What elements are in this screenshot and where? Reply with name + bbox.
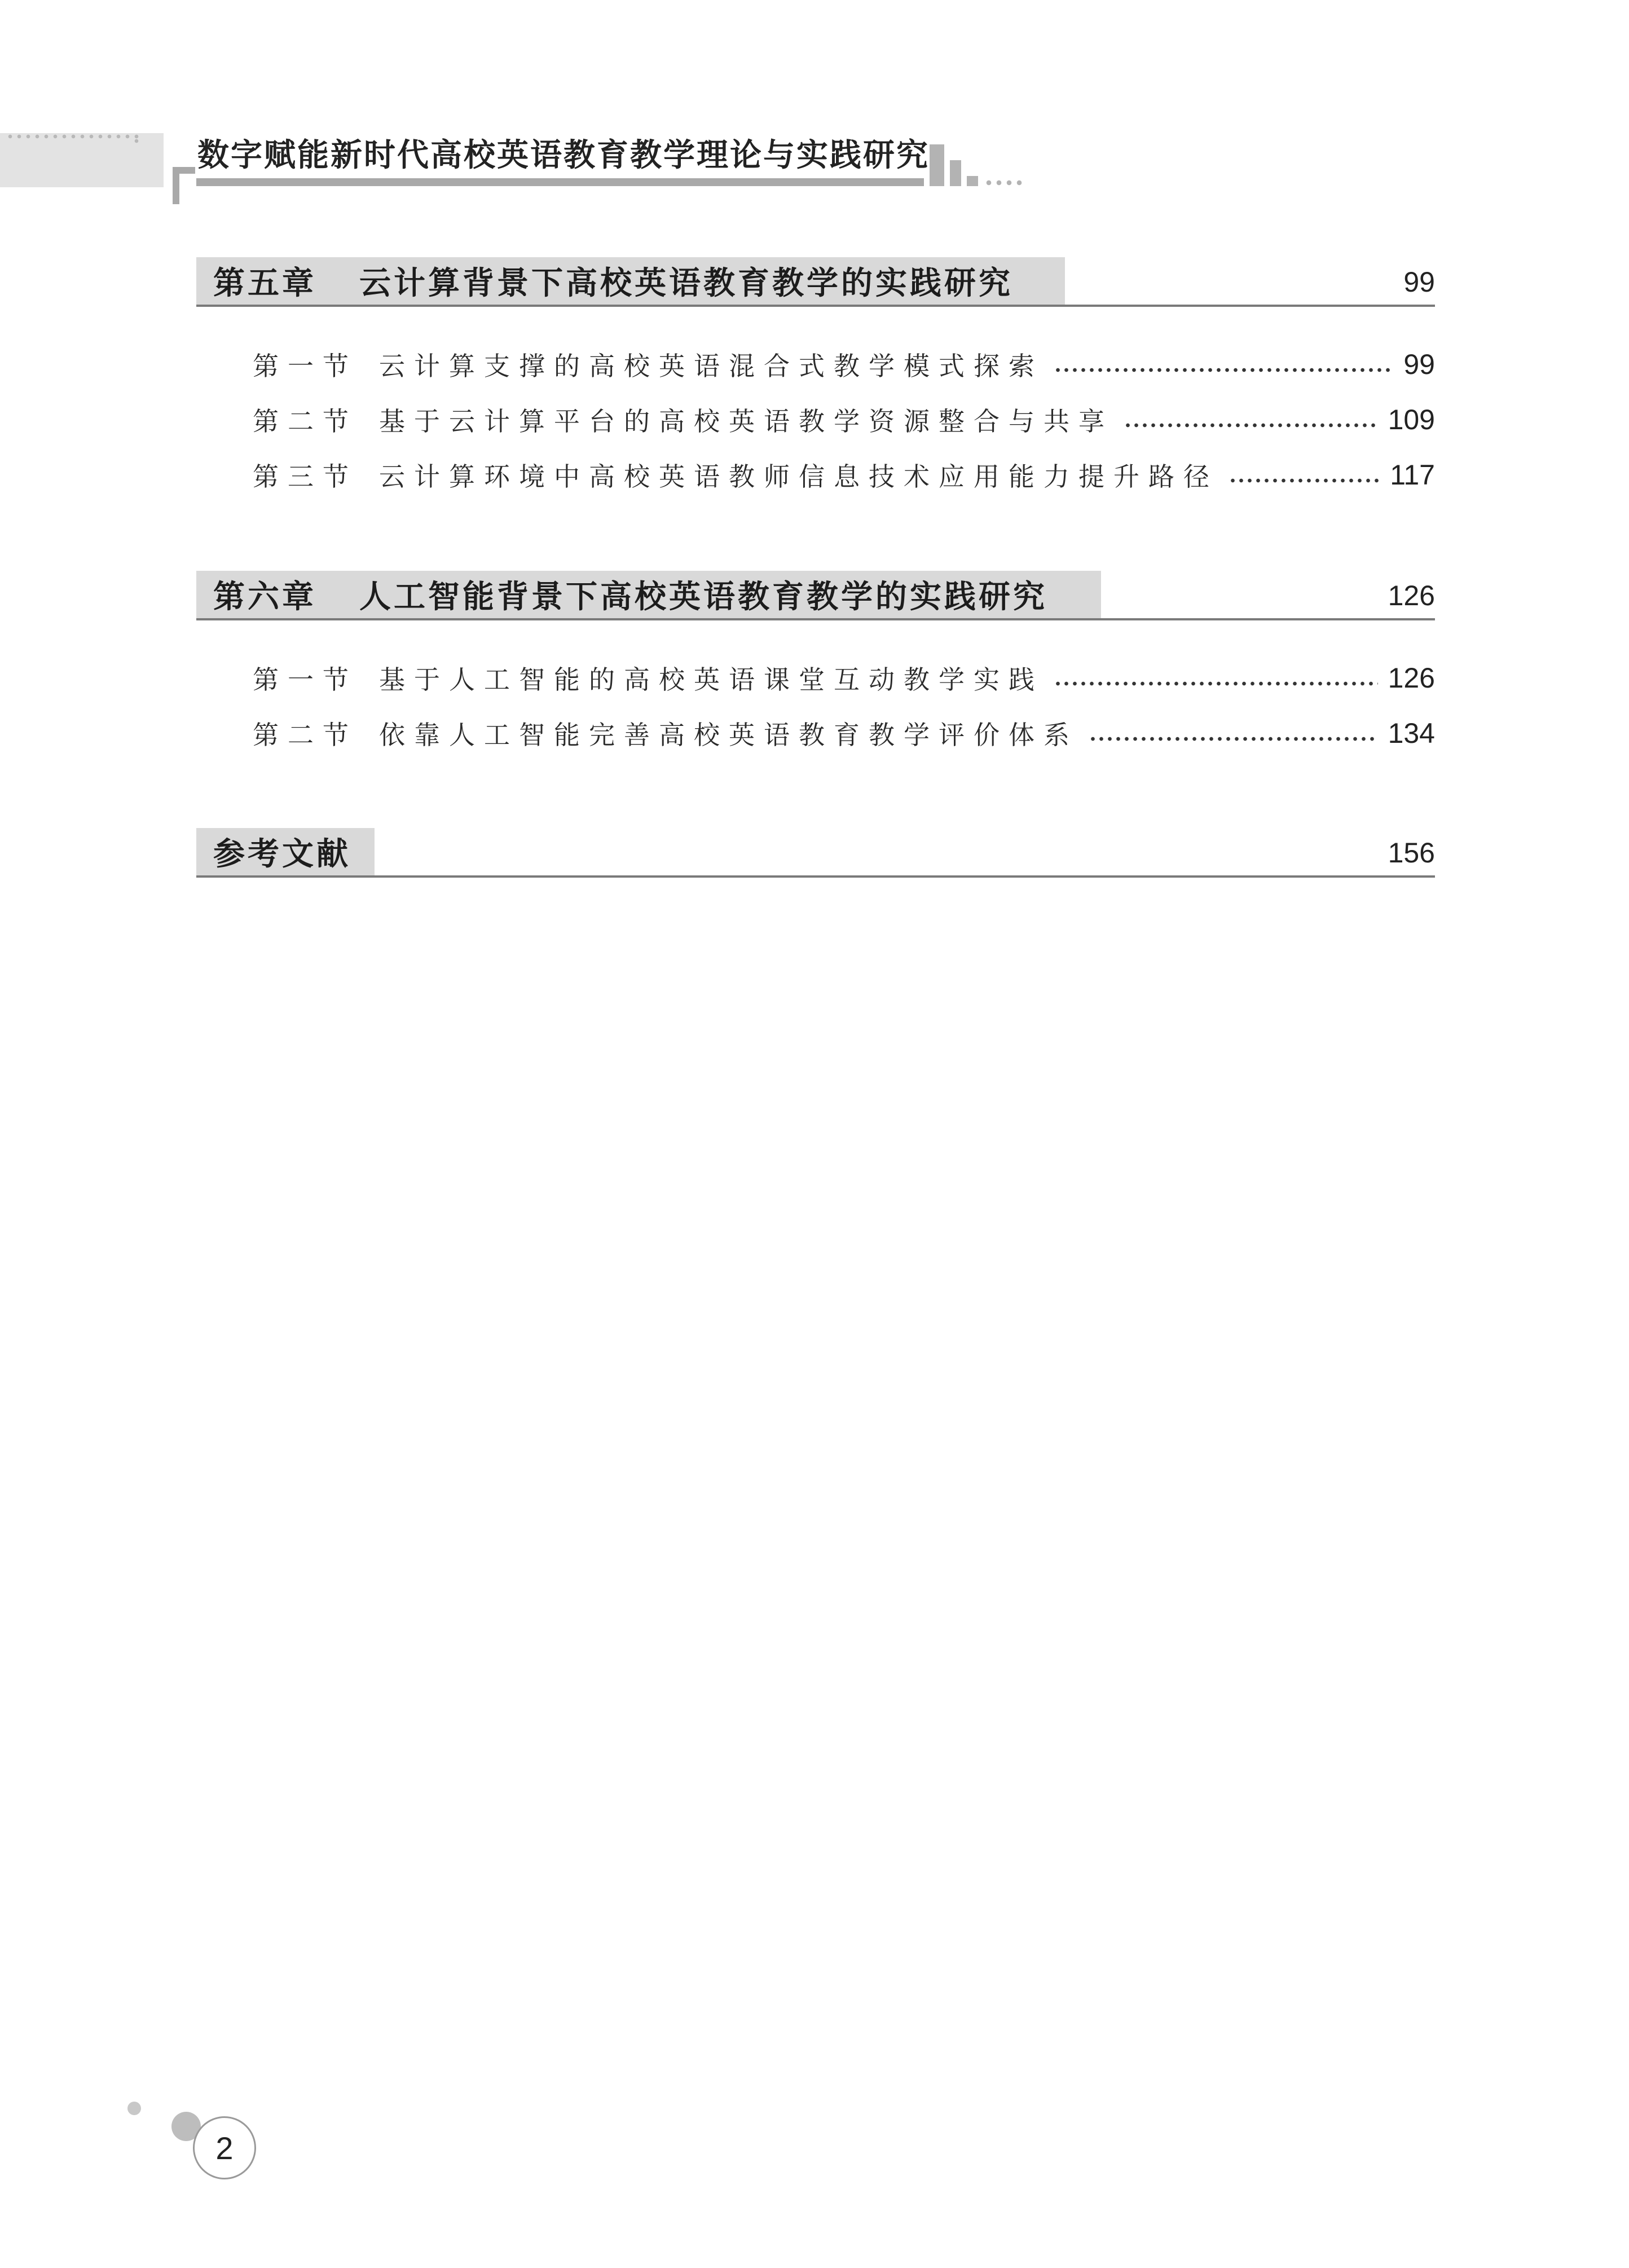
header-dotted-accent xyxy=(134,139,139,143)
section-title: 云计算环境中高校英语教师信息技术应用能力提升路径 xyxy=(379,461,1218,492)
running-header-title: 数字赋能新时代高校英语教育教学理论与实践研究 xyxy=(197,137,930,174)
chapter-number: 第五章 xyxy=(213,265,316,302)
chapter-heading-box xyxy=(196,257,1065,305)
header-bar-decoration xyxy=(930,144,944,186)
dot-leader xyxy=(1089,711,1378,756)
section-number: 第二节 xyxy=(253,406,358,437)
header-bracket-top xyxy=(173,167,195,174)
header-bar-decoration xyxy=(950,160,961,186)
toc-chapter-6[interactable] xyxy=(196,571,1435,620)
header-bar-decoration xyxy=(967,176,978,186)
chapter-page-number: 99 xyxy=(1403,266,1435,298)
chapter-title: 人工智能背景下高校英语教育教学的实践研究 xyxy=(359,579,1047,615)
dot-leader xyxy=(1054,655,1378,701)
chapter-title: 云计算背景下高校英语教育教学的实践研究 xyxy=(359,265,1013,302)
chapter-rule xyxy=(196,618,1435,620)
header-dotted-tail xyxy=(984,179,1024,186)
references-heading-box xyxy=(196,828,375,875)
dot-leader xyxy=(1229,452,1380,497)
references-title: 参考文献 xyxy=(213,836,351,873)
dot-leader xyxy=(1054,342,1393,387)
section-title: 云计算支撑的高校英语混合式教学模式探索 xyxy=(379,351,1044,381)
toc-section-5-1[interactable] xyxy=(253,342,1435,387)
folio-dot-decoration xyxy=(127,2102,141,2115)
section-page-number: 99 xyxy=(1403,349,1435,380)
chapter-number: 第六章 xyxy=(213,579,316,615)
toc-section-6-1[interactable] xyxy=(253,655,1435,701)
toc-section-6-2[interactable] xyxy=(253,711,1435,756)
chapter-rule xyxy=(196,305,1435,307)
section-number: 第一节 xyxy=(253,351,358,381)
section-title: 依靠人工智能完善高校英语教育教学评价体系 xyxy=(379,720,1078,750)
toc-references[interactable] xyxy=(196,828,1435,878)
references-page-number: 156 xyxy=(1388,837,1435,869)
section-page-number: 126 xyxy=(1388,662,1435,694)
dot-leader xyxy=(1124,397,1378,442)
section-title: 基于人工智能的高校英语课堂互动教学实践 xyxy=(379,664,1044,695)
section-page-number: 134 xyxy=(1388,717,1435,749)
toc-chapter-5[interactable] xyxy=(196,257,1435,307)
section-number: 第二节 xyxy=(253,720,358,750)
section-title: 基于云计算平台的高校英语教学资源整合与共享 xyxy=(379,406,1113,437)
section-number: 第一节 xyxy=(253,664,358,695)
page-number: 2 xyxy=(193,2116,256,2179)
references-rule xyxy=(196,875,1435,878)
header-decoration-band xyxy=(0,133,164,187)
toc-section-5-3[interactable] xyxy=(253,452,1435,497)
section-page-number: 109 xyxy=(1388,404,1435,435)
section-page-number: 117 xyxy=(1390,459,1435,491)
header-rule xyxy=(196,178,924,186)
section-number: 第三节 xyxy=(253,461,358,492)
toc-section-5-2[interactable] xyxy=(253,397,1435,442)
chapter-heading-box xyxy=(196,571,1101,618)
chapter-page-number: 126 xyxy=(1388,580,1435,611)
header-dotted-line xyxy=(6,134,141,139)
